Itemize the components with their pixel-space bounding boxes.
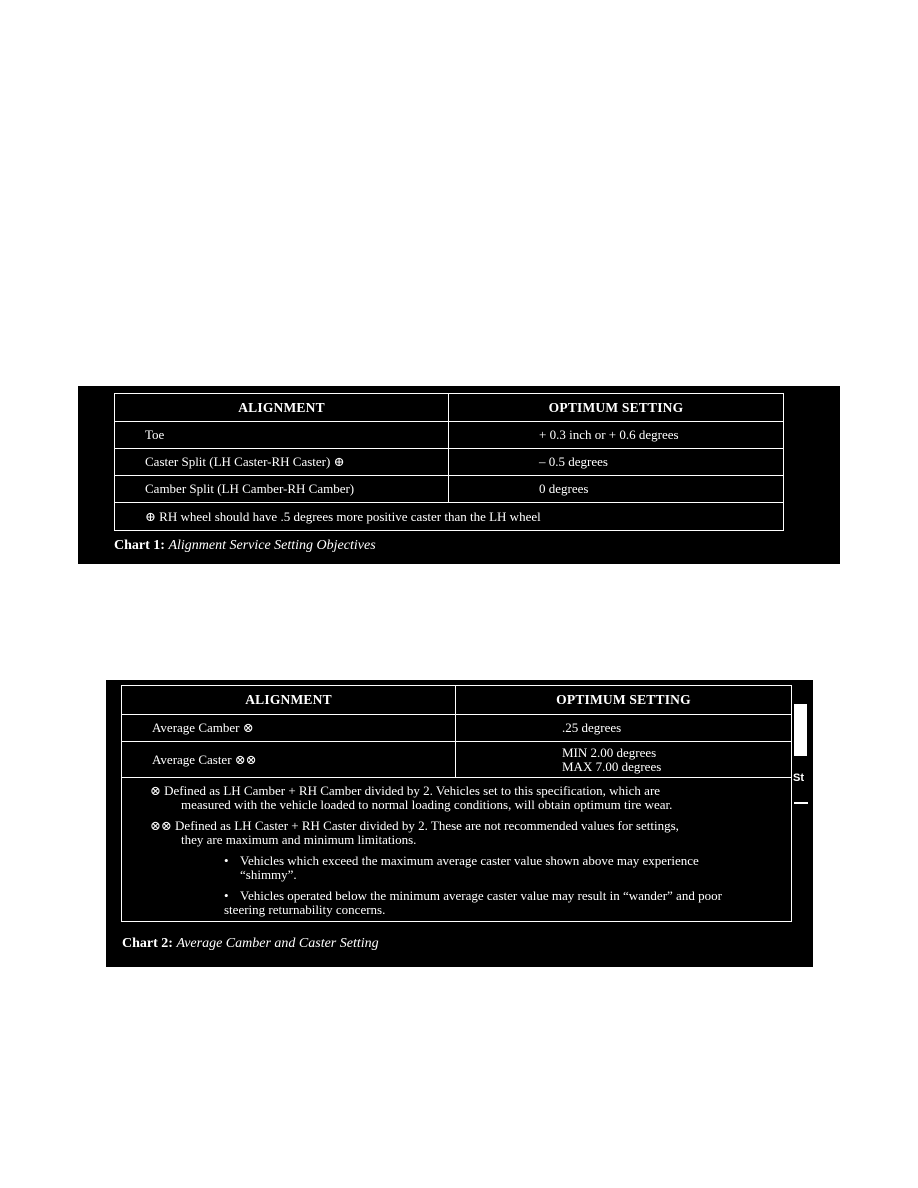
row-label-average-camber: Average Camber ⊗ [122, 715, 456, 742]
edge-dash [794, 802, 808, 804]
table-row [122, 742, 792, 778]
row-label-caster-split: Caster Split (LH Caster-RH Caster) ⊕ [115, 449, 449, 476]
table-row [115, 449, 784, 476]
bullet-wander [150, 889, 791, 917]
table-header-row [115, 394, 784, 422]
note1-line2: measured with the vehicle loaded to normal loading conditions, will obtain optimum tire wear. [181, 797, 673, 812]
chart2-panel [106, 680, 813, 967]
row-value-toe: + 0.3 inch or + 0.6 degrees [449, 422, 784, 449]
table-row [122, 715, 792, 742]
header-alignment: ALIGNMENT [122, 686, 456, 715]
row-label-toe: Toe [115, 422, 449, 449]
caster-note: ⊕ RH wheel should have .5 degrees more positive caster than the LH wheel [115, 503, 784, 531]
bullet-shimmy [150, 854, 791, 882]
bullet2-line1: Vehicles operated below the minimum average caster value may result in “wander” and poor [240, 888, 722, 903]
header-alignment: ALIGNMENT [115, 394, 449, 422]
note2-line2: they are maximum and minimum limitations. [181, 832, 417, 847]
bullet-dot-icon: • [224, 853, 229, 868]
row-value-average-caster [456, 742, 792, 778]
chart1-caption [114, 538, 376, 554]
row-label-camber-split: Camber Split (LH Camber-RH Camber) [115, 476, 449, 503]
bullet1-line2: “shimmy”. [240, 867, 297, 882]
bullet1-line1: Vehicles which exceed the maximum average caster value shown above may experience [240, 853, 699, 868]
row-value-caster-split: – 0.5 degrees [449, 449, 784, 476]
edge-bar [794, 704, 807, 756]
header-optimum-setting: OPTIMUM SETTING [456, 686, 792, 715]
header-optimum-setting: OPTIMUM SETTING [449, 394, 784, 422]
alignment-service-table [114, 393, 784, 531]
chart2-caption [122, 936, 379, 952]
camber-caster-table [121, 685, 792, 922]
caster-max-value: MAX 7.00 degrees [562, 758, 662, 774]
row-label-average-caster: Average Caster ⊗⊗ [122, 742, 456, 778]
chart1-caption-label: Chart 1: [114, 538, 165, 553]
chart2-caption-title: Average Camber and Caster Setting [176, 936, 379, 951]
table-header-row [122, 686, 792, 715]
chart1-caption-title: Alignment Service Setting Objectives [168, 538, 376, 553]
table-row [115, 422, 784, 449]
note1-line1: ⊗ Defined as LH Camber + RH Camber divided by 2. Vehicles set to this specification, which are [150, 783, 661, 798]
table-note-row [115, 503, 784, 531]
notes-cell [122, 778, 792, 922]
table-row [115, 476, 784, 503]
chart1-panel [78, 386, 840, 564]
bullet-dot-icon: • [224, 888, 229, 903]
edge-fragment-text: St [793, 772, 804, 784]
chart2-caption-label: Chart 2: [122, 936, 173, 951]
table-notes-row [122, 778, 792, 922]
row-value-average-camber: .25 degrees [456, 715, 792, 742]
row-value-camber-split: 0 degrees [449, 476, 784, 503]
caster-min-value: MIN 2.00 degrees [562, 744, 657, 760]
note2-line1: ⊗⊗ Defined as LH Caster + RH Caster divided by 2. These are not recommended values for settings, [150, 818, 679, 833]
bullet2-line2: steering returnability concerns. [224, 902, 386, 917]
